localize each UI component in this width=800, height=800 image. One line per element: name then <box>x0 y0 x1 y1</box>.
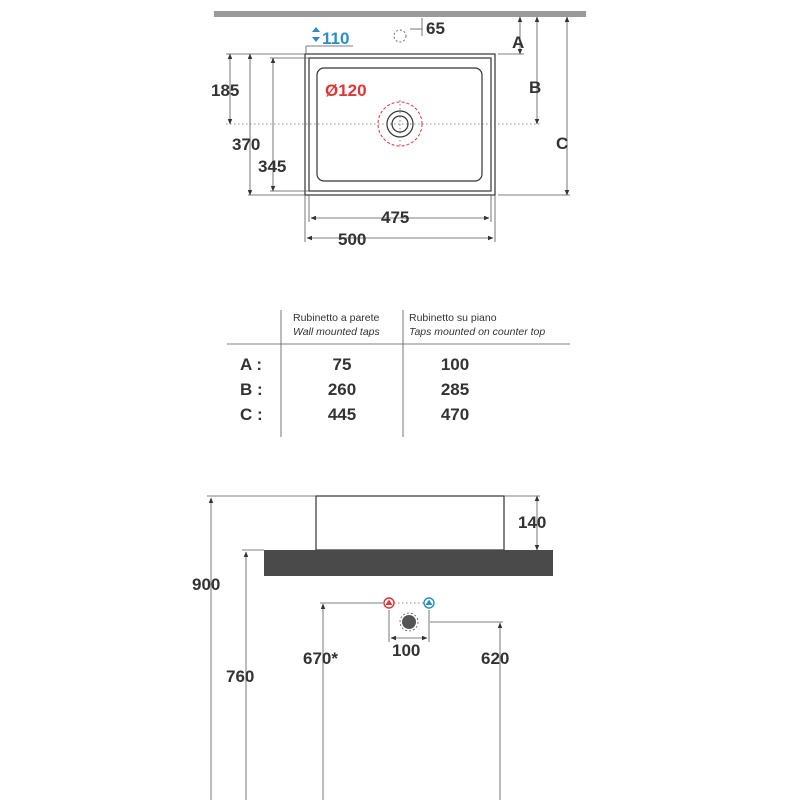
row-b-wall: 260 <box>327 380 357 399</box>
basin-side <box>316 496 504 550</box>
depth-370-label: 370 <box>232 135 261 154</box>
dim-c-label: C <box>556 134 569 153</box>
top-view <box>211 11 586 249</box>
row-b-label: B : <box>240 380 263 399</box>
row-c-label: C : <box>240 405 263 424</box>
waste-outlet-icon <box>400 613 418 631</box>
up-down-arrow-icon <box>312 27 320 42</box>
tap-hole-icon <box>394 30 406 42</box>
col1-title: Rubinetto a parete <box>293 312 380 324</box>
dim-a-label: A <box>512 33 525 52</box>
row-b-counter: 285 <box>440 380 470 399</box>
cold-tap-icon <box>424 598 434 608</box>
tap-offset-label: 65 <box>426 19 445 38</box>
drain-diameter-label: Ø120 <box>325 81 367 100</box>
depth-345-label: 345 <box>258 157 287 176</box>
row-c-counter: 470 <box>440 405 470 424</box>
counter-top <box>264 550 553 576</box>
height-670-label: 670* <box>303 649 338 668</box>
row-c-wall: 445 <box>327 405 357 424</box>
height-140-label: 140 <box>518 513 547 532</box>
col2-title: Rubinetto su piano <box>409 312 497 324</box>
outer-width-label: 500 <box>338 230 367 249</box>
dimension-table <box>227 310 570 437</box>
col2-subtitle: Taps mounted on counter top <box>409 326 546 338</box>
row-a-label: A : <box>240 355 263 374</box>
row-a-counter: 100 <box>440 355 470 374</box>
height-900-label: 900 <box>192 575 221 594</box>
depth-185-label: 185 <box>211 81 240 100</box>
height-620-label: 620 <box>481 649 510 668</box>
inner-width-label: 475 <box>381 208 410 227</box>
wall-bar <box>214 11 586 17</box>
dim-b-label: B <box>529 78 542 97</box>
side-view <box>192 496 553 800</box>
spacing-100-label: 100 <box>392 641 421 660</box>
row-a-wall: 75 <box>332 355 352 374</box>
hot-tap-icon <box>384 598 394 608</box>
col1-subtitle: Wall mounted taps <box>293 326 380 338</box>
height-760-label: 760 <box>226 667 255 686</box>
tap-height-label: 110 <box>322 29 350 48</box>
